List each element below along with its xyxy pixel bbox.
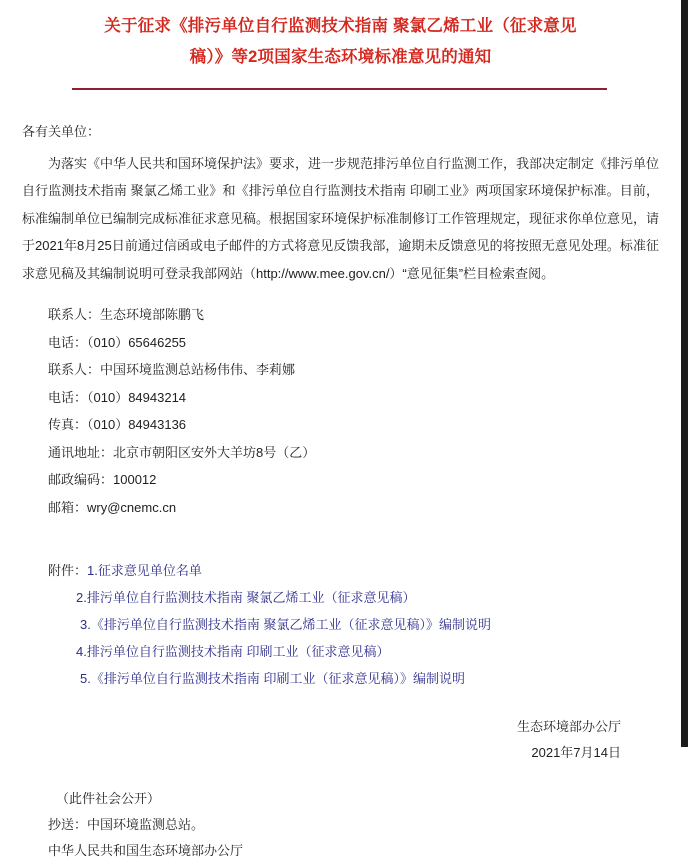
page-title-line-1: 关于征求《排污单位自行监测技术指南 聚氯乙烯工业（征求意见 — [104, 17, 577, 35]
footer-office: 中华人民共和国生态环境部办公厅 — [48, 843, 244, 858]
page-title-line-2: 稿）》等2项国家生态环境标准意见的通知 — [189, 48, 492, 66]
attachments-label: 附件： — [48, 563, 88, 578]
signature-issuer: 生态环境部办公厅 — [516, 719, 621, 734]
attachment-link-5[interactable]: 5.《排污单位自行监测技术指南 印刷工业（征求意见稿）》编制说明 — [80, 671, 465, 686]
attachment-row-1 — [48, 557, 659, 584]
contact-list — [22, 301, 659, 521]
footer-public-note: （此件社会公开） — [56, 791, 161, 806]
contact-phone-secondary: 电话：（010）84943214 — [48, 389, 187, 405]
contact-fax: 传真：（010）84943136 — [48, 417, 187, 432]
contact-phone-primary: 电话：（010）65646255 — [48, 334, 187, 350]
contact-email: 邮箱：wry@cnemc.cn — [48, 499, 177, 515]
attachment-link-1[interactable]: 1.征求意见单位名单 — [87, 563, 202, 578]
salutation: 各有关单位： — [22, 124, 101, 139]
page-title — [62, 11, 619, 73]
body-paragraph: 为落实《中华人民共和国环境保护法》要求，进一步规范排污单位自行监测工作，我部决定制定《排污单位自行监测技术指南 聚氯乙烯工业》和《排污单位自行监测技术指南 印刷工业》两项国家环境保护标准。目前，标准编制单位已编制完成标准征求意见稿。根据国家环境保护标准制修订工作管理规定，现征求你单位意见，请于2021年8月25日前通过信函或电子邮件的方式将意见反馈我部，逾期未反馈意见的将按照无意见处理。标准征求意见稿及其编制说明可登录我部网站（http://www.mee.gov.cn/）“意见征集”栏目检索查阅。 — [22, 155, 660, 281]
contact-person-secondary: 联系人：中国环境监测总站杨伟伟、李莉娜 — [48, 362, 296, 377]
contact-postal-code: 邮政编码：100012 — [48, 472, 157, 487]
footer-block — [22, 786, 659, 864]
signature-date: 2021年7月14日 — [531, 745, 621, 760]
title-block — [0, 0, 681, 90]
body-section — [0, 90, 681, 864]
signature-block — [22, 714, 659, 766]
contact-address: 通讯地址：北京市朝阳区安外大羊坊8号（乙） — [48, 444, 316, 460]
footer-cc: 抄送：中国环境监测总站。 — [48, 817, 205, 832]
contact-person-primary: 联系人：生态环境部陈鹏飞 — [48, 307, 205, 322]
attachment-link-3[interactable]: 3.《排污单位自行监测技术指南 聚氯乙烯工业（征求意见稿）》编制说明 — [80, 617, 491, 632]
attachment-link-4[interactable]: 4.排污单位自行监测技术指南 印刷工业（征求意见稿） — [76, 644, 390, 659]
attachment-link-2[interactable]: 2.排污单位自行监测技术指南 聚氯乙烯工业（征求意见稿） — [76, 590, 416, 605]
right-edge-rule — [681, 0, 688, 747]
attachment-list — [22, 557, 659, 692]
